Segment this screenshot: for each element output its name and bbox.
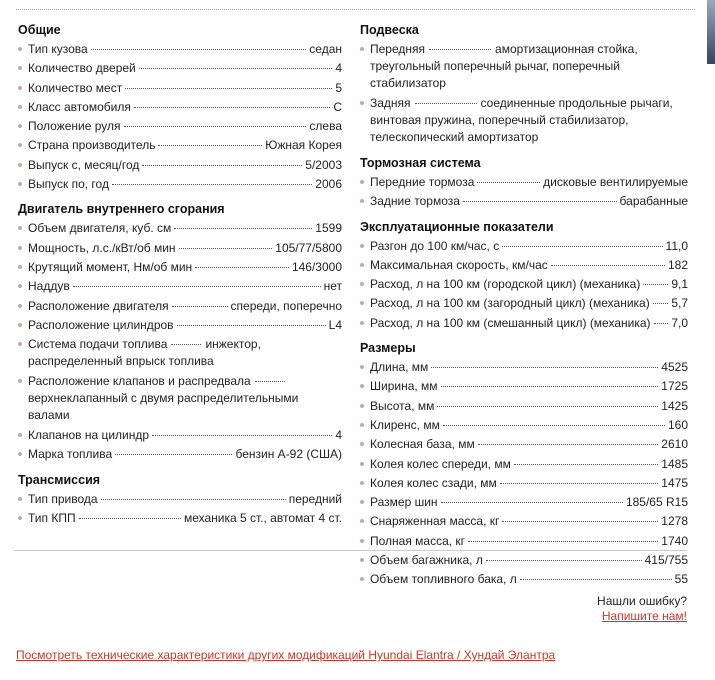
spec-row <box>18 297 342 316</box>
spec-row <box>18 136 342 155</box>
dot-leader <box>500 483 659 484</box>
spec-value: спереди, поперечно <box>230 298 342 313</box>
spec-label: Передние тормоза <box>370 175 475 189</box>
spec-row <box>360 416 688 435</box>
spec-value: 415/755 <box>644 553 688 568</box>
section-title: Подвеска <box>360 23 419 37</box>
dot-leader <box>520 579 672 580</box>
dot-leader <box>502 246 662 247</box>
dot-leader <box>73 286 321 287</box>
spec-row <box>18 239 342 258</box>
other-modifications-link[interactable]: Посмотреть технические характеристики других модификаций Hyundai Elantra / Хундай Элантра <box>16 648 556 662</box>
section-title: Общие <box>18 23 61 37</box>
dot-leader <box>134 107 331 108</box>
dot-leader <box>139 68 333 69</box>
section-title: Тормозная система <box>360 156 481 170</box>
spec-row <box>360 94 688 148</box>
dot-leader <box>643 284 668 285</box>
dot-leader <box>431 367 658 368</box>
spec-label: Колея колес спереди, мм <box>370 456 511 471</box>
dot-leader <box>172 306 228 307</box>
spec-value: 1475 <box>661 475 688 490</box>
spec-value: 4525 <box>661 360 688 375</box>
spec-value: L4 <box>328 317 342 332</box>
spec-row <box>18 426 342 445</box>
side-banner-edge <box>707 0 715 64</box>
spec-label: Высота, мм <box>370 398 435 413</box>
spec-label: Расположение цилиндров <box>28 317 174 332</box>
spec-label: Система подачи топлива <box>28 337 168 352</box>
spec-row <box>360 551 688 570</box>
spec-value: 11,0 <box>665 238 688 253</box>
error-question: Нашли ошибку? <box>597 594 687 608</box>
spec-label: Класс автомобиля <box>28 99 131 114</box>
spec-value: нет <box>323 279 342 294</box>
spec-label: Тип привода <box>28 491 98 506</box>
spec-label: Объем топливного бака, л <box>370 572 517 587</box>
dot-leader <box>177 325 326 326</box>
spec-row <box>360 512 688 531</box>
dot-leader <box>437 406 658 407</box>
dot-leader <box>179 248 273 249</box>
spec-row <box>360 474 688 493</box>
error-report <box>597 594 687 624</box>
spec-value: амортизационная стойка, треугольный поперечный рычаг, поперечный стабилизатор <box>370 42 638 90</box>
spec-row <box>360 358 688 377</box>
spec-row <box>360 173 688 192</box>
dot-leader <box>478 444 659 445</box>
spec-row <box>18 40 342 59</box>
spec-label: Максимальная скорость, км/час <box>370 257 548 272</box>
spec-value: седан <box>309 42 342 56</box>
spec-value: дисковые вентилируемые <box>543 175 688 189</box>
spec-row <box>360 455 688 474</box>
spec-label: Количество дверей <box>28 61 136 76</box>
spec-label: Выпуск с, месяц/год <box>28 157 140 172</box>
dot-leader <box>255 381 285 382</box>
spec-value: 2006 <box>315 177 342 192</box>
spec-label: Количество мест <box>28 80 123 95</box>
spec-value: 160 <box>667 417 688 432</box>
spec-value: 7,0 <box>671 315 688 330</box>
dot-leader <box>502 521 658 522</box>
spec-value: 5,7 <box>671 296 688 311</box>
section-title: Эксплуатационные показатели <box>360 219 554 234</box>
spec-value: 1278 <box>661 514 688 529</box>
spec-value: 4 <box>335 428 342 443</box>
spec-label: Клиренс, мм <box>370 417 440 432</box>
spec-row <box>18 59 342 78</box>
dot-leader <box>486 560 642 561</box>
spec-value: бензин А-92 (США) <box>235 447 342 462</box>
spec-row <box>18 258 342 277</box>
spec-label: Размер шин <box>370 495 438 510</box>
dot-leader <box>443 425 665 426</box>
spec-row <box>360 237 688 256</box>
spec-value: слева <box>309 119 342 134</box>
spec-row <box>360 40 688 94</box>
spec-label: Крутящий момент, Нм/об мин <box>28 259 193 274</box>
spec-section <box>18 470 342 529</box>
spec-value: 9,1 <box>671 277 688 292</box>
dot-leader <box>152 435 332 436</box>
spec-section <box>18 20 342 194</box>
spec-label: Расположение двигателя <box>28 298 169 313</box>
spec-label: Расход, л на 100 км (городской цикл) (механика) <box>370 277 641 292</box>
spec-label: Выпуск по, год <box>28 177 109 192</box>
spec-label: Объем двигателя, куб. см <box>28 221 172 236</box>
spec-section <box>360 338 688 590</box>
spec-row <box>18 156 342 175</box>
dot-leader <box>468 541 658 542</box>
spec-label: Тип кузова <box>28 42 88 56</box>
spec-label: Расположение клапанов и распредвала <box>28 374 251 389</box>
spec-label: Задние тормоза <box>370 194 460 209</box>
spec-value: 146/3000 <box>291 259 342 274</box>
spec-value: 185/65 R15 <box>625 495 688 510</box>
spec-row <box>18 445 342 464</box>
dot-leader <box>158 145 262 146</box>
dot-leader <box>415 103 477 104</box>
spec-label: Расход, л на 100 км (загородный цикл) (механика) <box>370 296 650 311</box>
dot-leader <box>115 454 232 455</box>
dot-leader <box>174 228 312 229</box>
write-us-link[interactable]: Напишите нам! <box>601 609 687 623</box>
spec-value: 182 <box>667 257 688 272</box>
section-title: Двигатель внутреннего сгорания <box>18 202 225 217</box>
dot-leader <box>124 126 307 127</box>
spec-value: 105/77/5800 <box>275 240 342 255</box>
spec-row <box>360 570 688 589</box>
spec-label: Разгон до 100 км/час, с <box>370 238 500 253</box>
spec-row <box>360 192 688 211</box>
spec-row <box>18 509 342 528</box>
spec-value: 4 <box>335 61 342 76</box>
spec-value: соединенные продольные рычаги, винтовая пружина, поперечный стабилизатор, телескопический амортизатор <box>370 96 673 144</box>
spec-value: передний <box>288 491 342 506</box>
spec-label: Колея колес сзади, мм <box>370 475 497 490</box>
spec-row <box>18 316 342 335</box>
dot-leader <box>91 49 307 50</box>
dot-leader <box>125 88 332 89</box>
spec-row <box>360 294 688 313</box>
spec-value: Южная Корея <box>265 138 342 153</box>
dot-leader <box>653 303 669 304</box>
dot-leader <box>171 344 201 345</box>
spec-section <box>360 20 688 148</box>
dot-leader <box>441 502 623 503</box>
spec-row <box>360 377 688 396</box>
spec-row <box>18 175 342 194</box>
spec-label: Положение руля <box>28 119 121 134</box>
spec-label: Тип КПП <box>28 511 76 526</box>
spec-row <box>18 117 342 136</box>
section-title: Размеры <box>360 341 416 356</box>
spec-row <box>360 435 688 454</box>
spec-value: 1425 <box>661 398 688 413</box>
spec-value: механика 5 ст., автомат 4 ст. <box>183 511 342 526</box>
spec-row <box>360 256 688 275</box>
spec-label: Длина, мм <box>370 360 429 375</box>
spec-row <box>360 397 688 416</box>
section-title: Трансмиссия <box>18 472 101 487</box>
spec-value: 1485 <box>661 456 688 471</box>
spec-row <box>18 335 342 372</box>
spec-value: C <box>333 99 342 114</box>
spec-label: Передняя <box>370 42 426 56</box>
dot-leader <box>654 323 669 324</box>
spec-section <box>360 153 688 212</box>
spec-value: 1740 <box>661 533 688 548</box>
dot-leader <box>441 386 659 387</box>
spec-label: Полная масса, кг <box>370 533 466 548</box>
spec-label: Задняя <box>370 96 411 110</box>
spec-value: 55 <box>674 572 688 587</box>
spec-row <box>360 314 688 333</box>
spec-label: Расход, л на 100 км (смешанный цикл) (механика) <box>370 315 651 330</box>
spec-value: инжектор, распределенный впрыск топлива <box>28 337 261 369</box>
dot-leader <box>463 201 617 202</box>
spec-row <box>360 532 688 551</box>
spec-label: Объем багажника, л <box>370 553 483 568</box>
spec-label: Снаряженная масса, кг <box>370 514 500 529</box>
spec-value: 5 <box>335 80 342 95</box>
dot-leader <box>551 265 665 266</box>
spec-row <box>18 372 342 426</box>
spec-row <box>360 493 688 512</box>
dot-leader <box>101 499 286 500</box>
dot-leader <box>142 165 302 166</box>
spec-value: 1725 <box>661 379 688 394</box>
spec-value: 2610 <box>661 437 688 452</box>
spec-label: Марка топлива <box>28 447 113 462</box>
footer-divider <box>14 550 687 551</box>
spec-label: Мощность, л.с./кВт/об мин <box>28 240 176 255</box>
dot-leader <box>477 182 540 183</box>
spec-row <box>18 98 342 117</box>
spec-row <box>18 79 342 98</box>
spec-value: 5/2003 <box>305 157 342 172</box>
spec-label: Ширина, мм <box>370 379 438 394</box>
specs-left-column <box>18 20 342 533</box>
spec-value: барабанные <box>619 194 688 209</box>
spec-section <box>360 217 688 333</box>
spec-row <box>18 219 342 238</box>
top-divider <box>16 9 695 10</box>
dot-leader <box>195 267 289 268</box>
dot-leader <box>514 464 658 465</box>
spec-label: Колесная база, мм <box>370 437 475 452</box>
spec-label: Страна производитель <box>28 138 156 153</box>
spec-row <box>360 275 688 294</box>
dot-leader <box>79 518 181 519</box>
spec-value: 1599 <box>315 221 342 236</box>
dot-leader <box>112 184 312 185</box>
spec-row <box>18 490 342 509</box>
specs-right-column <box>360 20 688 595</box>
spec-value: верхнеклапанный с двумя распределительными валами <box>28 391 299 423</box>
spec-row <box>18 277 342 296</box>
dot-leader <box>429 49 491 50</box>
spec-label: Наддув <box>28 279 70 294</box>
spec-label: Клапанов на цилиндр <box>28 428 150 443</box>
spec-section <box>18 199 342 464</box>
